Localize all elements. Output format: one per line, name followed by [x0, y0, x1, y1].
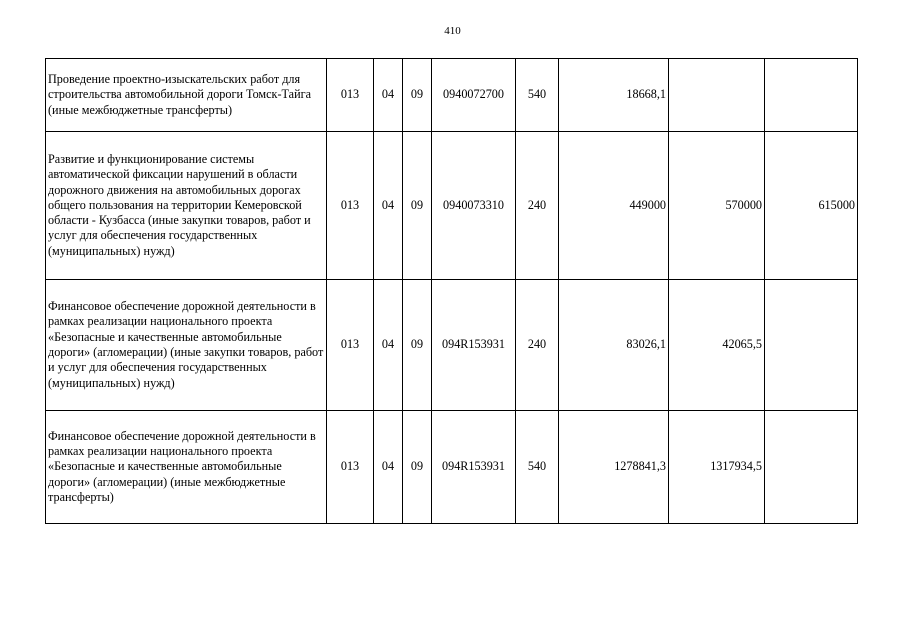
table-row: [46, 132, 858, 280]
amount-3-cell: [765, 280, 858, 411]
section-code-cell: 04: [374, 280, 403, 411]
amount-2-cell: 570000: [669, 132, 765, 280]
table-row: [46, 280, 858, 411]
page-number: 410: [444, 25, 461, 37]
amount-3-cell: 615000: [765, 132, 858, 280]
row-name-cell: Финансовое обеспечение дорожной деятельности в рамках реализации национального проекта «Безопасные и качественные автомобильные дороги» (агломерации) (иные межбюджетные трансферты): [46, 411, 327, 524]
subsection-code-cell: 09: [403, 59, 432, 132]
subsection-code-cell: 09: [403, 280, 432, 411]
amount-2-cell: 42065,5: [669, 280, 765, 411]
amount-1-cell: 18668,1: [559, 59, 669, 132]
budget-table: [45, 58, 858, 524]
row-name-cell: Развитие и функционирование системы автоматической фиксации нарушений в области дорожного движения на автомобильных дорогах общего пользования на территории Кемеровской области - Кузбасса (иные закупки товаров, работ и услуг для обеспечения государственных (муниципальных) нужд): [46, 132, 327, 280]
section-code-cell: 04: [374, 411, 403, 524]
expense-type-cell: 240: [516, 280, 559, 411]
target-article-cell: 094R153931: [432, 411, 516, 524]
subsection-code-cell: 09: [403, 132, 432, 280]
target-article-cell: 094R153931: [432, 280, 516, 411]
ministry-code-cell: 013: [327, 411, 374, 524]
section-code-cell: 04: [374, 132, 403, 280]
amount-3-cell: [765, 59, 858, 132]
amount-1-cell: 83026,1: [559, 280, 669, 411]
table-row: [46, 411, 858, 524]
table-row: [46, 59, 858, 132]
target-article-cell: 0940073310: [432, 132, 516, 280]
ministry-code-cell: 013: [327, 59, 374, 132]
amount-2-cell: [669, 59, 765, 132]
ministry-code-cell: 013: [327, 280, 374, 411]
amount-1-cell: 449000: [559, 132, 669, 280]
amount-3-cell: [765, 411, 858, 524]
subsection-code-cell: 09: [403, 411, 432, 524]
amount-1-cell: 1278841,3: [559, 411, 669, 524]
row-name-cell: Проведение проектно-изыскательских работ для строительства автомобильной дороги Томск-Тайга (иные межбюджетные трансферты): [46, 59, 327, 132]
expense-type-cell: 540: [516, 411, 559, 524]
amount-2-cell: 1317934,5: [669, 411, 765, 524]
ministry-code-cell: 013: [327, 132, 374, 280]
target-article-cell: 0940072700: [432, 59, 516, 132]
section-code-cell: 04: [374, 59, 403, 132]
expense-type-cell: 540: [516, 59, 559, 132]
row-name-cell: Финансовое обеспечение дорожной деятельности в рамках реализации национального проекта «Безопасные и качественные автомобильные дороги» (агломерации) (иные закупки товаров, работ и услуг для обеспечения государственных (муниципальных) нужд): [46, 280, 327, 411]
expense-type-cell: 240: [516, 132, 559, 280]
